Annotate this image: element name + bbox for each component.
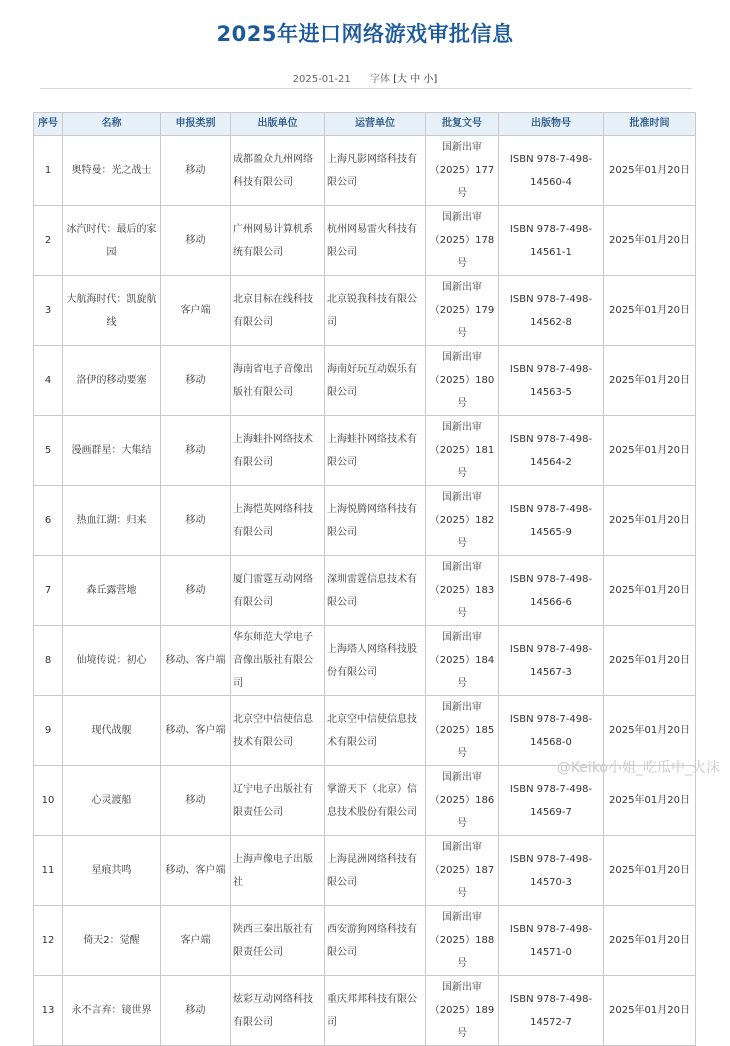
cell-publisher: 北京目标在线科技有限公司 bbox=[231, 276, 325, 346]
article-meta bbox=[0, 70, 730, 85]
cell-date: 2025年01月20日 bbox=[604, 486, 696, 556]
cell-publisher: 华东师范大学电子音像出版社有限公司 bbox=[231, 626, 325, 696]
cell-category: 移动 bbox=[161, 346, 231, 416]
cell-operator: 海南好玩互动娱乐有限公司 bbox=[325, 346, 426, 416]
cell-index: 12 bbox=[34, 906, 63, 976]
cell-index: 7 bbox=[34, 556, 63, 626]
table-row bbox=[34, 416, 696, 486]
cell-approval-no: 国新出审（2025）177号 bbox=[426, 136, 499, 206]
table-row bbox=[34, 626, 696, 696]
cell-isbn: ISBN 978-7-498-14571-0 bbox=[499, 906, 604, 976]
cell-category: 移动、客户端 bbox=[161, 836, 231, 906]
cell-approval-no: 国新出审（2025）187号 bbox=[426, 836, 499, 906]
cell-date: 2025年01月20日 bbox=[604, 346, 696, 416]
cell-category: 客户端 bbox=[161, 906, 231, 976]
cell-category: 移动、客户端 bbox=[161, 696, 231, 766]
cell-publisher: 上海声像电子出版社 bbox=[231, 836, 325, 906]
cell-approval-no: 国新出审（2025）178号 bbox=[426, 206, 499, 276]
cell-isbn: ISBN 978-7-498-14568-0 bbox=[499, 696, 604, 766]
table-row bbox=[34, 346, 696, 416]
cell-category: 移动 bbox=[161, 766, 231, 836]
cell-category: 移动 bbox=[161, 556, 231, 626]
cell-operator: 上海塔人网络科技股份有限公司 bbox=[325, 626, 426, 696]
cell-name: 星痕共鸣 bbox=[63, 836, 161, 906]
cell-category: 移动 bbox=[161, 206, 231, 276]
cell-publisher: 辽宁电子出版社有限责任公司 bbox=[231, 766, 325, 836]
title-divider bbox=[40, 88, 692, 89]
table-row bbox=[34, 486, 696, 556]
table-row bbox=[34, 556, 696, 626]
cell-isbn: ISBN 978-7-498-14563-5 bbox=[499, 346, 604, 416]
cell-date: 2025年01月20日 bbox=[604, 136, 696, 206]
cell-category: 移动 bbox=[161, 976, 231, 1046]
cell-date: 2025年01月20日 bbox=[604, 416, 696, 486]
cell-name: 仙境传说：初心 bbox=[63, 626, 161, 696]
cell-index: 3 bbox=[34, 276, 63, 346]
cell-name: 大航海时代：凯旋航线 bbox=[63, 276, 161, 346]
cell-operator: 上海悦腾网络科技有限公司 bbox=[325, 486, 426, 556]
cell-name: 热血江湖：归来 bbox=[63, 486, 161, 556]
cell-operator: 深圳雷霆信息技术有限公司 bbox=[325, 556, 426, 626]
cell-isbn: ISBN 978-7-498-14564-2 bbox=[499, 416, 604, 486]
cell-approval-no: 国新出审（2025）185号 bbox=[426, 696, 499, 766]
cell-index: 10 bbox=[34, 766, 63, 836]
col-header-approval-no: 批复文号 bbox=[426, 113, 499, 136]
cell-date: 2025年01月20日 bbox=[604, 556, 696, 626]
cell-isbn: ISBN 978-7-498-14560-4 bbox=[499, 136, 604, 206]
cell-isbn: ISBN 978-7-498-14570-3 bbox=[499, 836, 604, 906]
cell-date: 2025年01月20日 bbox=[604, 906, 696, 976]
table-row bbox=[34, 836, 696, 906]
cell-date: 2025年01月20日 bbox=[604, 696, 696, 766]
cell-index: 13 bbox=[34, 976, 63, 1046]
cell-publisher: 陕西三秦出版社有限责任公司 bbox=[231, 906, 325, 976]
cell-date: 2025年01月20日 bbox=[604, 766, 696, 836]
cell-operator: 北京锐我科技有限公司 bbox=[325, 276, 426, 346]
cell-operator: 上海蛙扑网络技术有限公司 bbox=[325, 416, 426, 486]
cell-publisher: 上海蛙扑网络技术有限公司 bbox=[231, 416, 325, 486]
cell-isbn: ISBN 978-7-498-14569-7 bbox=[499, 766, 604, 836]
approval-table bbox=[33, 112, 696, 1046]
cell-date: 2025年01月20日 bbox=[604, 976, 696, 1046]
cell-isbn: ISBN 978-7-498-14566-6 bbox=[499, 556, 604, 626]
table-row bbox=[34, 906, 696, 976]
cell-date: 2025年01月20日 bbox=[604, 836, 696, 906]
cell-index: 2 bbox=[34, 206, 63, 276]
table-row bbox=[34, 206, 696, 276]
cell-name: 现代战舰 bbox=[63, 696, 161, 766]
cell-name: 漫画群星：大集结 bbox=[63, 416, 161, 486]
col-header-isbn: 出版物号 bbox=[499, 113, 604, 136]
cell-publisher: 炫彩互动网络科技有限公司 bbox=[231, 976, 325, 1046]
font-size-label: 字体 bbox=[369, 74, 390, 85]
cell-name: 冰汽时代：最后的家园 bbox=[63, 206, 161, 276]
cell-isbn: ISBN 978-7-498-14561-1 bbox=[499, 206, 604, 276]
cell-isbn: ISBN 978-7-498-14565-9 bbox=[499, 486, 604, 556]
cell-index: 4 bbox=[34, 346, 63, 416]
cell-approval-no: 国新出审（2025）182号 bbox=[426, 486, 499, 556]
cell-publisher: 广州网易计算机系统有限公司 bbox=[231, 206, 325, 276]
cell-name: 森丘露营地 bbox=[63, 556, 161, 626]
cell-publisher: 成都盈众九州网络科技有限公司 bbox=[231, 136, 325, 206]
cell-isbn: ISBN 978-7-498-14572-7 bbox=[499, 976, 604, 1046]
cell-approval-no: 国新出审（2025）189号 bbox=[426, 976, 499, 1046]
cell-name: 洛伊的移动要塞 bbox=[63, 346, 161, 416]
cell-isbn: ISBN 978-7-498-14562-8 bbox=[499, 276, 604, 346]
cell-index: 6 bbox=[34, 486, 63, 556]
cell-approval-no: 国新出审（2025）188号 bbox=[426, 906, 499, 976]
cell-index: 5 bbox=[34, 416, 63, 486]
cell-category: 移动 bbox=[161, 416, 231, 486]
cell-index: 11 bbox=[34, 836, 63, 906]
cell-approval-no: 国新出审（2025）186号 bbox=[426, 766, 499, 836]
cell-category: 移动、客户端 bbox=[161, 626, 231, 696]
cell-category: 移动 bbox=[161, 486, 231, 556]
col-header-operator: 运营单位 bbox=[325, 113, 426, 136]
cell-name: 倚天2：觉醒 bbox=[63, 906, 161, 976]
table-row bbox=[34, 696, 696, 766]
table-header-row bbox=[34, 113, 696, 136]
cell-approval-no: 国新出审（2025）183号 bbox=[426, 556, 499, 626]
publish-date: 2025-01-21 bbox=[292, 74, 351, 85]
cell-publisher: 海南省电子音像出版社有限公司 bbox=[231, 346, 325, 416]
table-row bbox=[34, 976, 696, 1046]
table-row bbox=[34, 276, 696, 346]
cell-name: 永不言弃：镜世界 bbox=[63, 976, 161, 1046]
page-title: 2025年进口网络游戏审批信息 bbox=[216, 22, 514, 46]
cell-publisher: 厦门雷霆互动网络有限公司 bbox=[231, 556, 325, 626]
cell-name: 奥特曼：光之战士 bbox=[63, 136, 161, 206]
watermark: @Keiko小姐_吃瓜中_火沫 bbox=[556, 760, 720, 776]
cell-operator: 西安游狗网络科技有限公司 bbox=[325, 906, 426, 976]
cell-date: 2025年01月20日 bbox=[604, 276, 696, 346]
cell-operator: 重庆邦邦科技有限公司 bbox=[325, 976, 426, 1046]
cell-operator: 上海凡影网络科技有限公司 bbox=[325, 136, 426, 206]
cell-index: 1 bbox=[34, 136, 63, 206]
cell-operator: 北京空中信使信息技术有限公司 bbox=[325, 696, 426, 766]
cell-operator: 掌游天下（北京）信息技术股份有限公司 bbox=[325, 766, 426, 836]
col-header-index: 序号 bbox=[34, 113, 63, 136]
cell-category: 客户端 bbox=[161, 276, 231, 346]
col-header-category: 申报类别 bbox=[161, 113, 231, 136]
col-header-publisher: 出版单位 bbox=[231, 113, 325, 136]
cell-isbn: ISBN 978-7-498-14567-3 bbox=[499, 626, 604, 696]
font-size-switcher[interactable]: [大 中 小] bbox=[393, 74, 438, 85]
col-header-date: 批准时间 bbox=[604, 113, 696, 136]
cell-publisher: 上海恺英网络科技有限公司 bbox=[231, 486, 325, 556]
cell-name: 心灵渡船 bbox=[63, 766, 161, 836]
cell-date: 2025年01月20日 bbox=[604, 626, 696, 696]
cell-approval-no: 国新出审（2025）179号 bbox=[426, 276, 499, 346]
cell-category: 移动 bbox=[161, 136, 231, 206]
cell-approval-no: 国新出审（2025）184号 bbox=[426, 626, 499, 696]
cell-publisher: 北京空中信使信息技术有限公司 bbox=[231, 696, 325, 766]
cell-operator: 杭州网易雷火科技有限公司 bbox=[325, 206, 426, 276]
col-header-name: 名称 bbox=[63, 113, 161, 136]
cell-approval-no: 国新出审（2025）181号 bbox=[426, 416, 499, 486]
table-row bbox=[34, 136, 696, 206]
cell-index: 9 bbox=[34, 696, 63, 766]
cell-date: 2025年01月20日 bbox=[604, 206, 696, 276]
cell-approval-no: 国新出审（2025）180号 bbox=[426, 346, 499, 416]
cell-index: 8 bbox=[34, 626, 63, 696]
cell-operator: 上海昆洲网络科技有限公司 bbox=[325, 836, 426, 906]
